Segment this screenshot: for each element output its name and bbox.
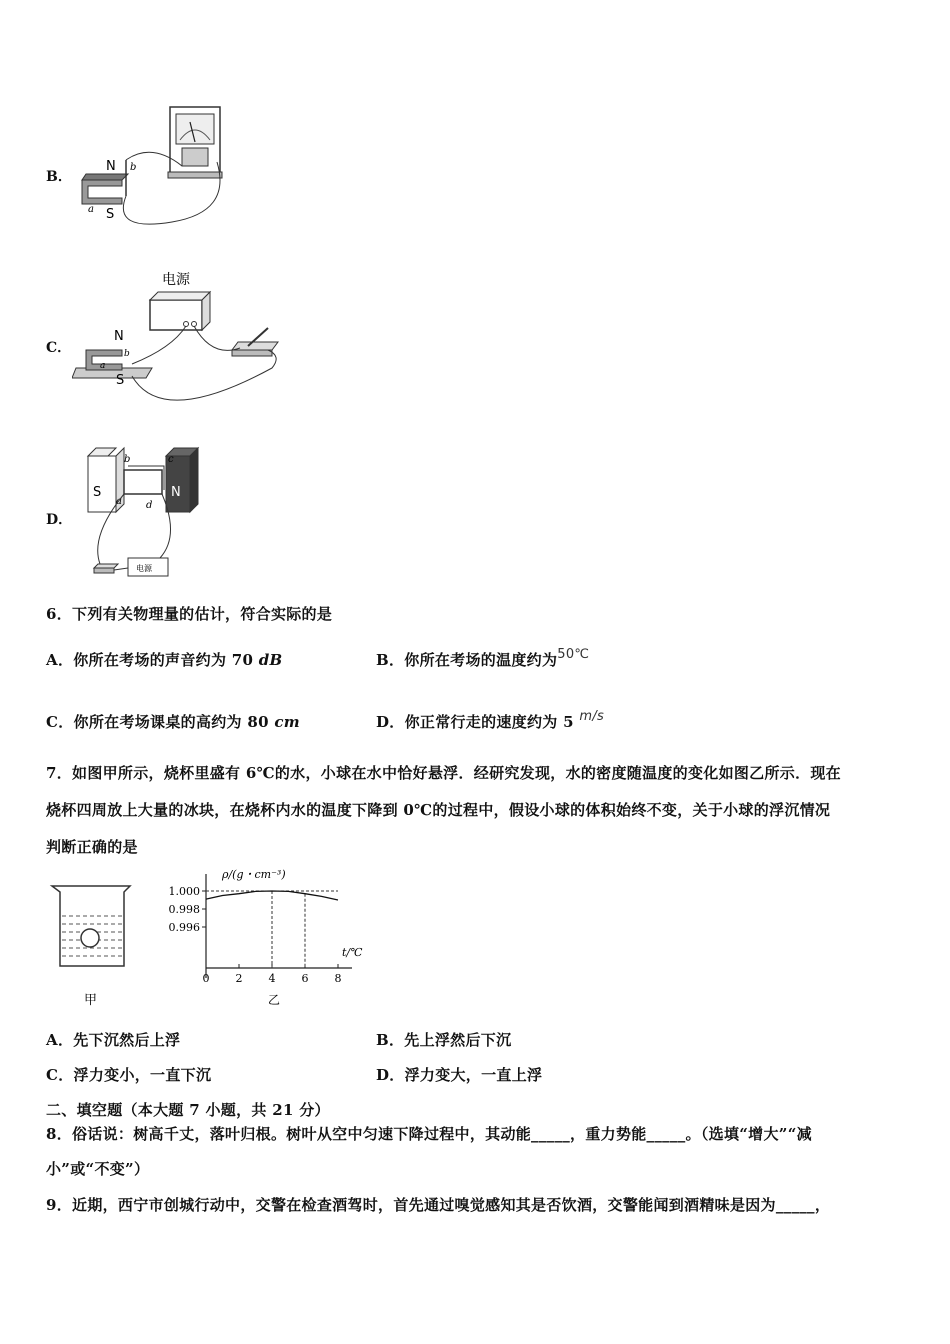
q7-option-b: B．先上浮然后下沉 (376, 1031, 512, 1049)
q6-option-d-text: D．你正常行走的速度约为 5 (376, 713, 580, 731)
q6-option-b-unit: 50℃ (557, 647, 590, 662)
q6-option-b (376, 649, 589, 670)
figure-b-a-label: a (88, 204, 94, 215)
q6-option-a-text: A．你所在考场的声音约为 70 (46, 651, 259, 669)
chart-y-tick-label-1: 0.998 (168, 903, 200, 916)
figure-c-a-label: a (100, 361, 106, 371)
figure-d-d-label: d (146, 500, 153, 511)
option-b-label: B． (46, 169, 72, 185)
q6-option-d-unit: m/s (579, 709, 605, 724)
option-d-label: D． (46, 512, 73, 528)
figure-d-b-label: b (124, 454, 131, 465)
q7-line-2: 烧杯四周放上大量的冰块，在烧杯内水的温度下降到 0℃的过程中，假设小球的体积始终不变，关于小球的浮沉情况 (46, 801, 831, 819)
figure-yi-density-chart (162, 864, 382, 1014)
q7-line-3: 判断正确的是 (46, 838, 138, 856)
chart-y-axis-label: ρ/(g・cm⁻³) (222, 868, 286, 881)
figure-jia-beaker (46, 880, 136, 1014)
figure-b-n-label: N (106, 159, 116, 174)
q7-option-d: D．浮力变大，一直上浮 (376, 1066, 543, 1084)
figure-c-power-label: 电源 (162, 272, 190, 288)
chart-x-tick-label-0: 0 (202, 972, 210, 985)
q6-option-c (46, 711, 300, 732)
figure-yi-label: 乙 (268, 993, 281, 1007)
q7-line-1: 7．如图甲所示，烧杯里盛有 6℃的水，小球在水中恰好悬浮．经研究发现，水的密度随温度的变化如图乙所示．现在 (46, 764, 841, 782)
q9-line-1: 9．近期，西宁市创城行动中，交警在检查酒驾时，首先通过嗅觉感知其是否饮酒，交警能闻到酒精味是因为_____， (46, 1196, 831, 1214)
figure-d-s-label: S (93, 485, 102, 500)
figure-d-a-label: a (116, 496, 122, 507)
figure-d-c-label: c (168, 454, 174, 465)
q6-option-a-unit: dB (258, 651, 283, 669)
chart-x-tick-label-3: 6 (301, 972, 309, 985)
figure-b-galvanometer-circuit (72, 102, 242, 232)
chart-y-tick-label-2: 0.996 (168, 921, 200, 934)
figure-b-b-label: b (130, 162, 137, 173)
q6-option-d (376, 711, 604, 732)
q8-line-2: 小”或“不变”） (46, 1160, 150, 1178)
figure-jia-label: 甲 (84, 993, 98, 1008)
q7-option-a: A．先下沉然后上浮 (46, 1031, 181, 1049)
chart-x-tick-label-1: 2 (235, 972, 243, 985)
q6-option-a (46, 649, 283, 670)
q7-option-c: C．浮力变小，一直下沉 (46, 1066, 212, 1084)
option-c-label: C． (46, 340, 72, 356)
figure-d-n-label: N (171, 485, 181, 500)
figure-c-power-circuit (72, 268, 287, 408)
q6-option-c-unit: cm (274, 713, 300, 731)
chart-x-tick-label-2: 4 (268, 972, 276, 985)
q6-stem: 6．下列有关物理量的估计，符合实际的是 (46, 605, 333, 623)
figure-c-b-label: b (124, 349, 130, 359)
figure-d-magnet-circuit (80, 446, 210, 582)
q6-option-c-text: C．你所在考场课桌的高约为 80 (46, 713, 275, 731)
q8-line-1: 8．俗话说：树高千丈，落叶归根。树叶从空中匀速下降过程中，其动能_____，重力势能_____。（选填“增大”“减 (46, 1125, 812, 1143)
figure-c-s-label: S (116, 373, 125, 388)
figure-d-power-label: 电源 (136, 564, 152, 573)
chart-y-tick-label-0: 1.000 (168, 885, 200, 898)
q6-option-b-text: B．你所在考场的温度约为 (376, 651, 558, 669)
figure-b-s-label: S (106, 207, 115, 222)
chart-x-tick-label-4: 8 (334, 972, 342, 985)
section-2-heading: 二、填空题（本大题 7 小题，共 21 分） (46, 1101, 330, 1119)
chart-x-axis-label: t/℃ (342, 946, 363, 959)
figure-c-n-label: N (114, 329, 124, 344)
